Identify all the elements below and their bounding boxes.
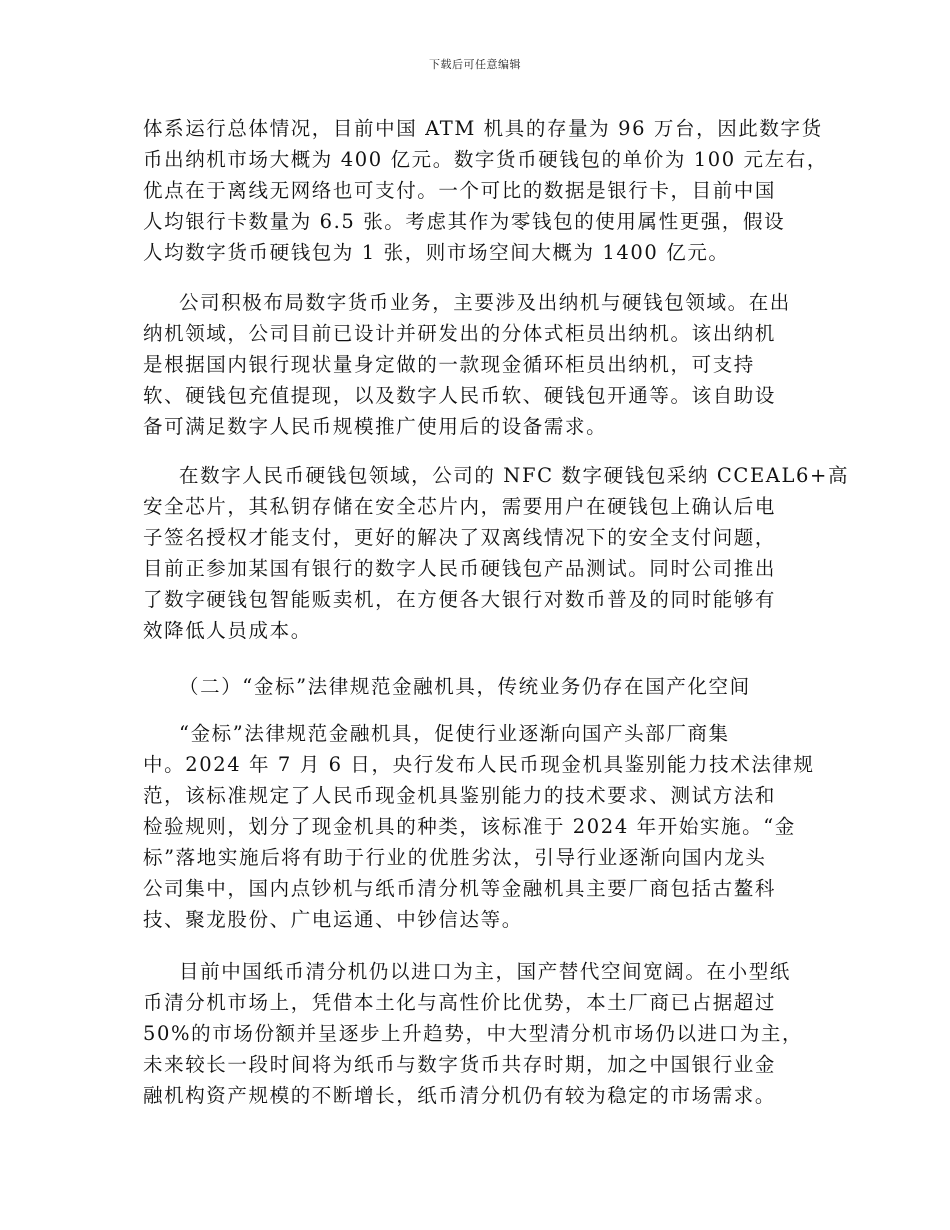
- text-line: 了数字硬钱包智能贩卖机，在方便各大银行对数币普及的同时能够有: [143, 588, 777, 611]
- text-line: 目前正参加某国有银行的数字人民币硬钱包产品测试。同时公司推出: [143, 557, 777, 580]
- text-line: 在数字人民币硬钱包领域，公司的 NFC 数字硬钱包采纳 CCEAL6+高: [179, 464, 850, 487]
- section-heading: [143, 671, 811, 702]
- heading-line: （二）“金标”法律规范金融机具，传统业务仍存在国产化空间: [179, 675, 751, 698]
- text-line: 检验规则，划分了现金机具的种类，该标准于 2024 年开始实施。“金: [143, 815, 796, 838]
- text-line: 人均银行卡数量为 6.5 张。考虑其作为零钱包的使用属性更强，假设: [143, 210, 786, 233]
- text-line: 优点在于离线无网络也可支付。一个可比的数据是银行卡，目前中国: [143, 179, 777, 202]
- text-line: 备可满足数字人民币规模推广使用后的设备需求。: [143, 415, 608, 438]
- text-line: 币清分机市场上，凭借本土化与高性价比优势，本土厂商已占据超过: [143, 991, 777, 1014]
- text-line: 中。2024 年 7 月 6 日，央行发布人民币现金机具鉴别能力技术法律规: [143, 753, 815, 776]
- text-line: 币出纳机市场大概为 400 亿元。数字货币硬钱包的单价为 100 元左右，: [143, 148, 828, 171]
- text-line: 范，该标准规定了人民币现金机具鉴别能力的技术要求、测试方法和: [143, 784, 777, 807]
- text-line: 软、硬钱包充值提现，以及数字人民币软、硬钱包开通等。该自助设: [143, 384, 777, 407]
- paragraph-market-size: [143, 113, 828, 268]
- text-line: 融机构资产规模的不断增长，纸币清分机仍有较为稳定的市场需求。: [143, 1084, 777, 1107]
- text-line: 是根据国内银行现状量身定做的一款现金循环柜员出纳机，可支持: [143, 353, 755, 376]
- text-line: 目前中国纸币清分机仍以进口为主，国产替代空间宽阔。在小型纸: [179, 960, 791, 983]
- text-line: 技、聚龙股份、广电运通、中钞信达等。: [143, 908, 523, 931]
- text-line: 子签名授权才能支付，更好的解决了双离线情况下的安全支付问题，: [143, 526, 777, 549]
- text-line: 效降低人员成本。: [143, 619, 312, 642]
- text-line: 纳机领域，公司目前已设计并研发出的分体式柜员出纳机。该出纳机: [143, 322, 777, 345]
- paragraph-sorter-market: [143, 956, 811, 1111]
- text-line: 公司集中，国内点钞机与纸币清分机等金融机具主要厂商包括古鳌科: [143, 877, 777, 900]
- text-line: 人均数字货币硬钱包为 1 张，则市场空间大概为 1400 亿元。: [143, 241, 730, 264]
- paragraph-hard-wallet: [143, 460, 850, 646]
- page-header: 下载后可任意编辑: [429, 58, 521, 71]
- paragraph-digital-currency-business: [143, 287, 811, 442]
- text-line: 50%的市场份额并呈逐步上升趋势，中大型清分机市场仍以进口为主，: [143, 1022, 804, 1045]
- text-line: “金标”法律规范金融机具，促使行业逐渐向国产头部厂商集: [179, 722, 730, 745]
- paragraph-gold-standard: [143, 718, 815, 935]
- text-line: 标”落地实施后将有助于行业的优胜劣汰，引导行业逐渐向国内龙头: [143, 846, 767, 869]
- text-line: 体系运行总体情况，目前中国 ATM 机具的存量为 96 万台，因此数字货: [143, 117, 823, 140]
- text-line: 公司积极布局数字货币业务，主要涉及出纳机与硬钱包领域。在出: [179, 291, 791, 314]
- text-line: 安全芯片，其私钥存储在安全芯片内，需要用户在硬钱包上确认后电: [143, 495, 777, 518]
- text-line: 未来较长一段时间将为纸币与数字货币共存时期，加之中国银行业金: [143, 1053, 777, 1076]
